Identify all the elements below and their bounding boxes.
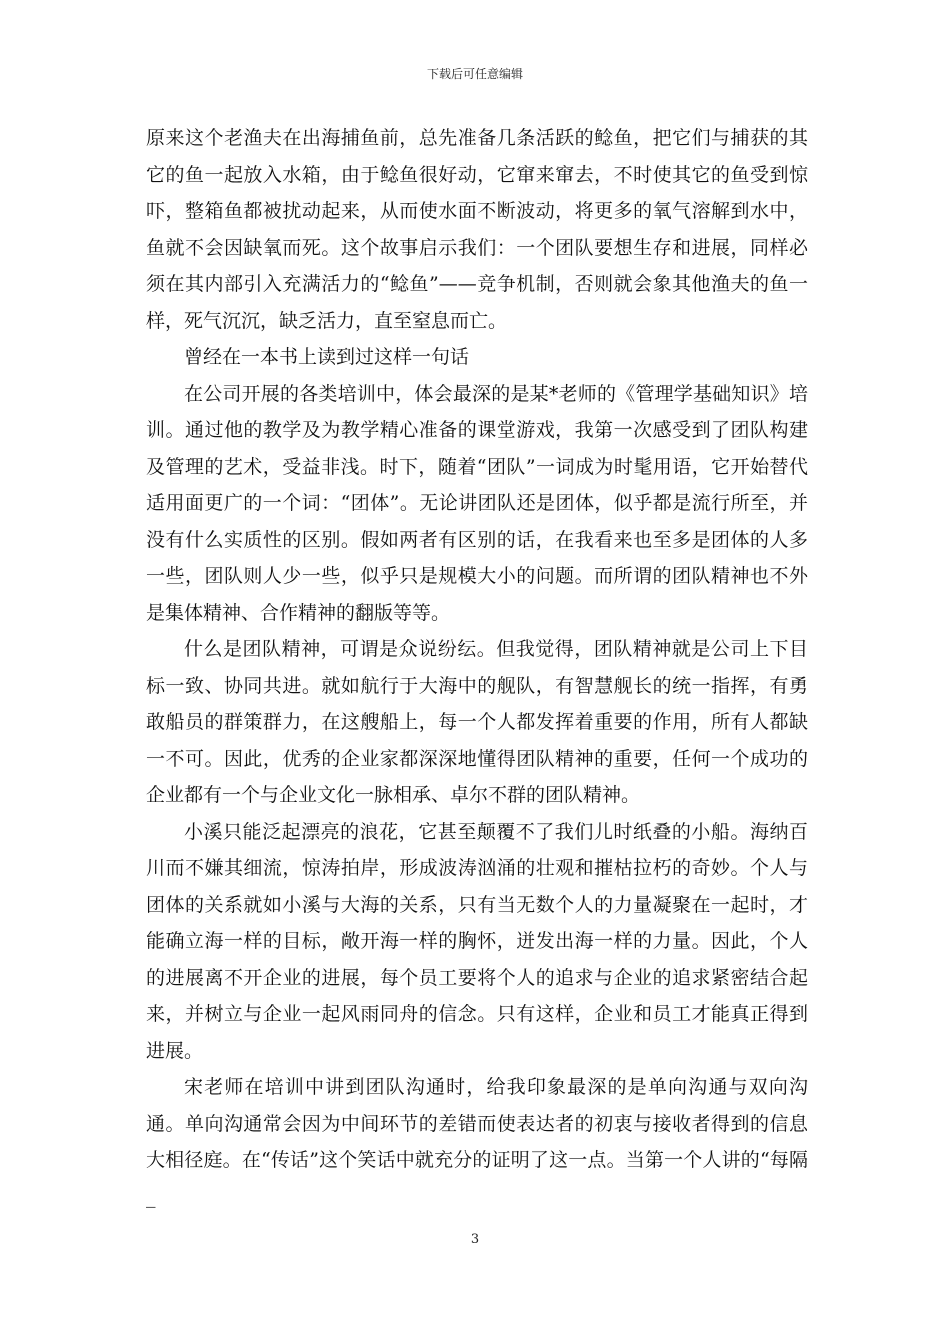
paragraph-communication: 宋老师在培训中讲到团队沟通时，给我印象最深的是单向沟通与双向沟通。单向沟通常会因为中间环节的差错而使表达者的初衷与接收者得到的信息大相径庭。在“传话”这个笑话中就充分的证明了这一点。当第一个人讲的“每隔_ xyxy=(146,1076,808,1208)
paragraph-book-quote: 曾经在一本书上读到过这样一句话 xyxy=(184,346,470,368)
page-header: 下载后可任意编辑 xyxy=(426,67,523,81)
page-number: 3 xyxy=(470,1232,480,1247)
paragraph-stream-and-sea: 小溪只能泛起漂亮的浪花，它甚至颠覆不了我们儿时纸叠的小船。海纳百川而不嫌其细流，惊涛拍岸，形成波涛汹涌的壮观和摧枯拉朽的奇妙。个人与团体的关系就如小溪与大海的关系，只有当无数个人的力量凝聚在一起时，才能确立海一样的目标，敞开海一样的胸怀，迸发出海一样的力量。因此，个人的进展离不开企业的进展，每个员工要将个人的追求与企业的追求紧密结合起来，并树立与企业一起风雨同舟的信念。只有这样，企业和员工才能真正得到进展。 xyxy=(146,820,808,1062)
paragraph-team-spirit: 什么是团队精神，可谓是众说纷纭。但我觉得，团队精神就是公司上下目标一致、协同共进。就如航行于大海中的舰队，有智慧舰长的统一指挥，有勇敢船员的群策群力，在这艘船上，每一个人都发挥着重要的作用，所有人都缺一不可。因此，优秀的企业家都深深地懂得团队精神的重要，任何一个成功的企业都有一个与企业文化一脉相承、卓尔不群的团队精神。 xyxy=(146,638,808,806)
paragraph-catfish-story: 原来这个老渔夫在出海捕鱼前，总先准备几条活跃的鲶鱼，把它们与捕获的其它的鱼一起放入水箱，由于鲶鱼很好动，它窜来窜去，不时使其它的鱼受到惊吓，整箱鱼都被扰动起来，从而使水面不断波动，将更多的氧气溶解到水中，鱼就不会因缺氧而死。这个故事启示我们：一个团队要想生存和进展，同样必须在其内部引入充满活力的“鲶鱼”——竞争机制，否则就会象其他渔夫的鱼一样，死气沉沉，缺乏活力，直至窒息而亡。 xyxy=(146,127,808,332)
document-body xyxy=(146,120,808,1215)
paragraph-training: 在公司开展的各类培训中，体会最深的是某*老师的《管理学基础知识》培训。通过他的教学及为教学精心准备的课堂游戏，我第一次感受到了团队构建及管理的艺术，受益非浅。时下，随着“团队”一词成为时髦用语，它开始替代适用面更广的一个词：“团体”。无论讲团队还是团体，似乎都是流行所至，并没有什么实质性的区别。假如两者有区别的话，在我看来也至多是团体的人多一些，团队则人少一些，似乎只是规模大小的问题。而所谓的团队精神也不外是集体精神、合作精神的翻版等等。 xyxy=(146,382,808,624)
